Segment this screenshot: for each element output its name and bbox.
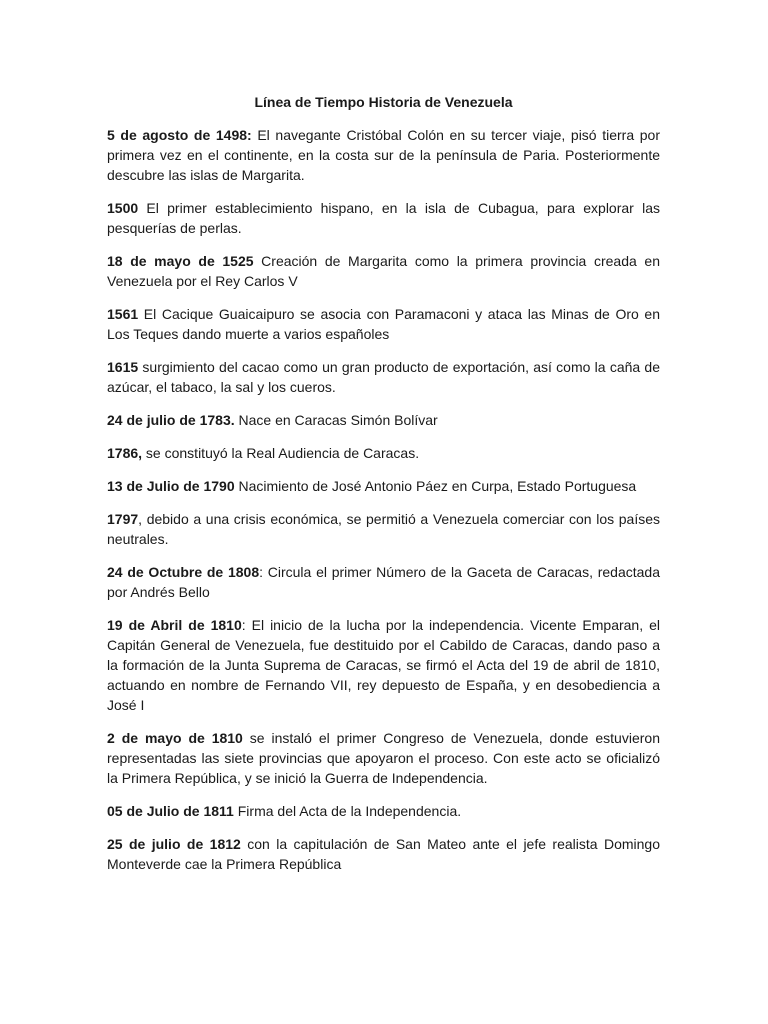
entry-text: surgimiento del cacao como un gran producto de exportación, así como la caña de azúcar, el tabaco, la sal y los cueros. [107, 359, 660, 395]
entry-text: se instaló el primer Congreso de Venezuela, donde estuvieron representadas las siete provincias que apoyaron el proceso. Con este acto se oficializó la Primera República, y se inició la Guerra de Independencia. [107, 730, 660, 786]
timeline-entry [107, 410, 660, 430]
entry-date: 25 de julio de 1812 [107, 836, 241, 852]
entry-text: : Circula el primer Número de la Gaceta de Caracas, redactada por Andrés Bello [107, 564, 660, 600]
document-title: Línea de Tiempo Historia de Venezuela [254, 94, 513, 110]
document-page [107, 92, 660, 887]
entry-text: Nacimiento de José Antonio Páez en Curpa, Estado Portuguesa [234, 478, 637, 494]
timeline-entry [107, 357, 660, 397]
timeline-entry [107, 251, 660, 291]
entry-text: Firma del Acta de la Independencia. [233, 803, 462, 819]
entry-date: 19 de Abril de 1810 [107, 617, 242, 633]
entry-date: 18 de mayo de 1525 [107, 253, 254, 269]
entry-date: 13 de Julio de 1790 [107, 478, 235, 494]
timeline-entry [107, 562, 660, 602]
timeline-entry [107, 443, 660, 463]
entry-text: Creación de Margarita como la primera provincia creada en Venezuela por el Rey Carlos V [107, 253, 660, 289]
timeline-entry [107, 834, 660, 874]
entry-text: con la capitulación de San Mateo ante el jefe realista Domingo Monteverde cae la Primera República [107, 836, 660, 872]
entry-date: 5 de agosto de 1498: [107, 127, 252, 143]
entry-date: 1615 [107, 359, 139, 375]
entry-date: 1500 [107, 200, 139, 216]
entry-text: , debido a una crisis económica, se permitió a Venezuela comerciar con los países neutrales. [107, 511, 660, 547]
entry-date: 2 de mayo de 1810 [107, 730, 243, 746]
entry-text: : El inicio de la lucha por la independencia. Vicente Emparan, el Capitán General de Venezuela, fue destituido por el Cabildo de Caracas, dando paso a la formación de la Junta Suprema de Caracas, se firmó el Acta del 19 de abril de 1810, actuando en nombre de Fernando VII, rey depuesto de España, y en desobediencia a José I [107, 617, 660, 713]
entry-date: 24 de julio de 1783. [107, 412, 235, 428]
entry-text: se constituyó la Real Audiencia de Caracas. [142, 445, 420, 461]
entry-text: El navegante Cristóbal Colón en su tercer viaje, pisó tierra por primera vez en el continente, en la costa sur de la península de Paria. Posteriormente descubre las islas de Margarita. [107, 127, 660, 183]
entry-text: El Cacique Guaicaipuro se asocia con Paramaconi y ataca las Minas de Oro en Los Teques dando muerte a varios españoles [107, 306, 660, 342]
timeline-entry [107, 198, 660, 238]
entry-date: 1561 [107, 306, 139, 322]
timeline-entry [107, 125, 660, 185]
timeline-entry [107, 801, 660, 821]
entry-date: 1786, [107, 445, 143, 461]
timeline-entry [107, 509, 660, 549]
entry-date: 24 de Octubre de 1808 [107, 564, 260, 580]
timeline-entry [107, 615, 660, 715]
entry-text: El primer establecimiento hispano, en la isla de Cubagua, para explorar las pesquerías de perlas. [107, 200, 660, 236]
entry-text: Nace en Caracas Simón Bolívar [234, 412, 438, 428]
timeline-entry [107, 304, 660, 344]
entry-date: 05 de Julio de 1811 [107, 803, 234, 819]
timeline-entry [107, 476, 660, 496]
entry-date: 1797 [107, 511, 139, 527]
timeline-entry [107, 728, 660, 788]
